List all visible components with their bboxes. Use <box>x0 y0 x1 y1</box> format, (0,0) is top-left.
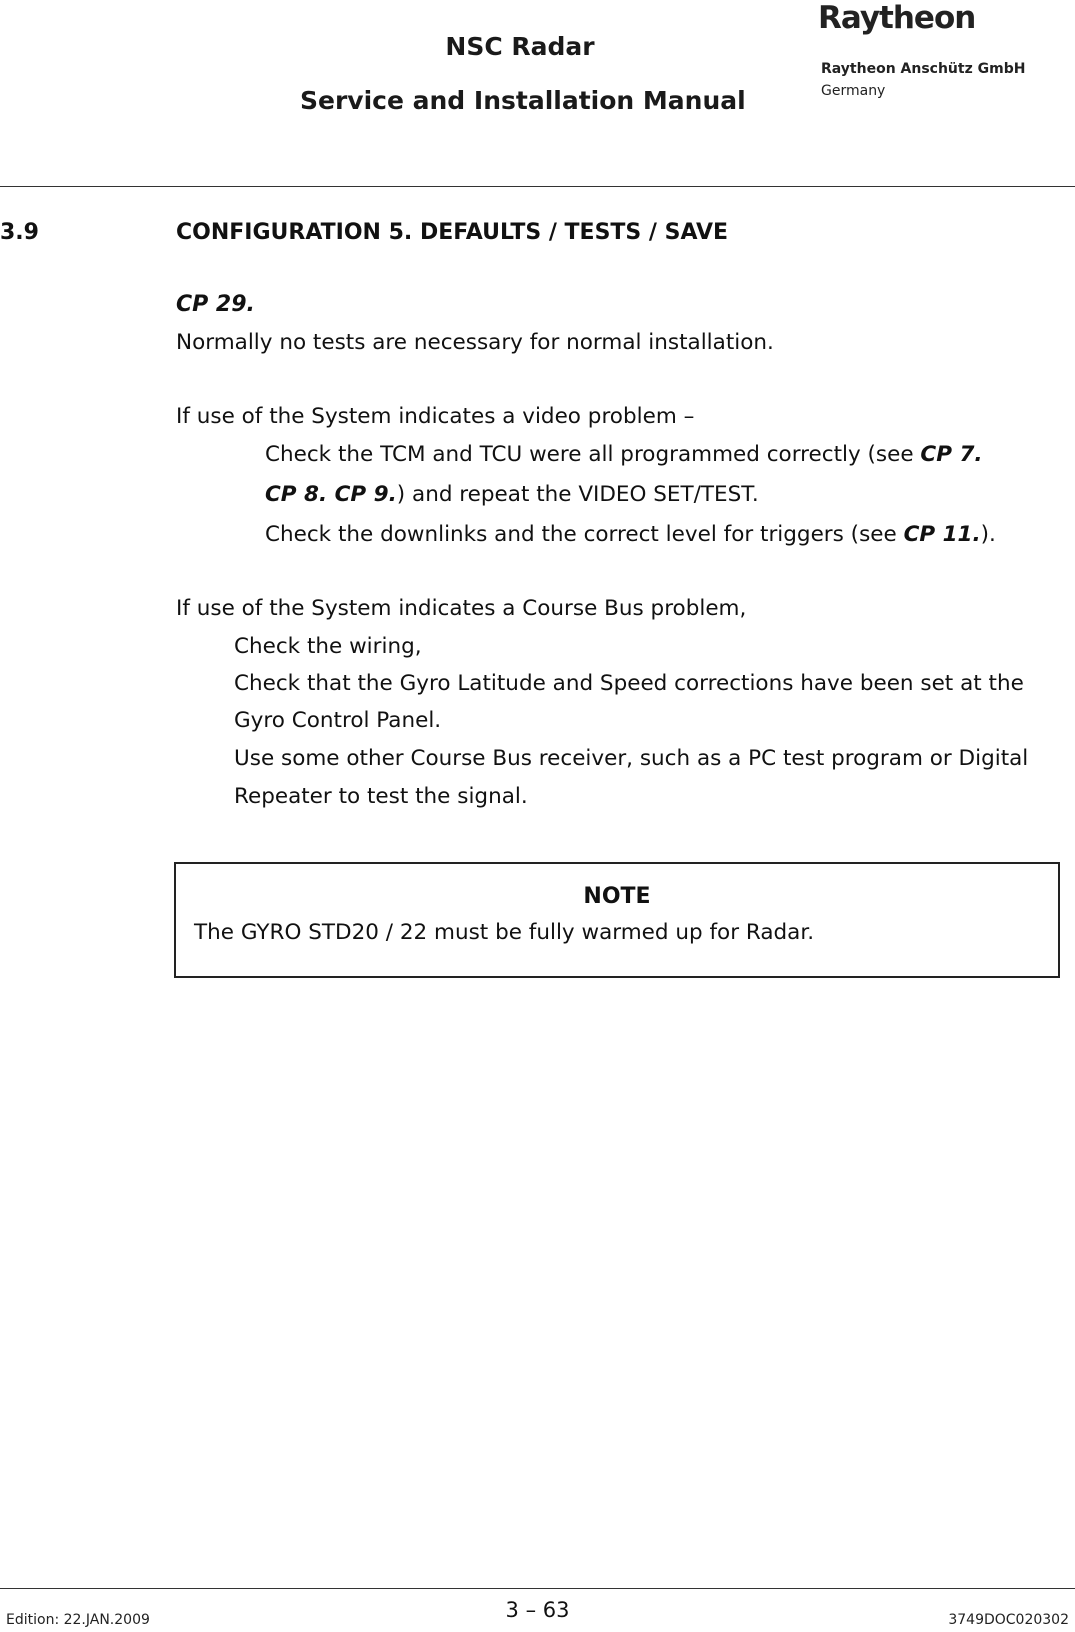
video-item-1-text: Check the TCM and TCU were all programmed correctly (see <box>265 442 921 467</box>
intro-text: Normally no tests are necessary for normal installation. <box>176 330 774 355</box>
video-lead: If use of the System indicates a video problem – <box>176 404 695 429</box>
cp-7-reference: CP 7. <box>920 442 983 467</box>
page-number: 3 – 63 <box>505 1598 570 1622</box>
footer-divider <box>0 1588 1075 1589</box>
raytheon-logo: Raytheon <box>818 0 976 36</box>
video-item-1-cont <box>265 482 759 507</box>
note-box <box>174 862 1060 978</box>
document-title: NSC Radar <box>445 32 595 61</box>
company-country: Germany <box>821 83 886 99</box>
note-text: The GYRO STD20 / 22 must be fully warmed up for Radar. <box>194 920 815 945</box>
video-item-2 <box>265 522 996 547</box>
course-item-1: Check the wiring, <box>234 634 422 659</box>
document-subtitle: Service and Installation Manual <box>300 86 746 115</box>
video-item-2-end: ). <box>980 522 996 547</box>
cp-8-9-reference: CP 8. CP 9. <box>265 482 397 507</box>
cp-heading: CP 29. <box>176 292 255 317</box>
course-item-3-cont: Repeater to test the signal. <box>234 784 528 809</box>
note-title: NOTE <box>583 884 651 909</box>
course-item-2: Check that the Gyro Latitude and Speed corrections have been set at the <box>234 671 1024 696</box>
course-item-3: Use some other Course Bus receiver, such as a PC test program or Digital <box>234 746 1029 771</box>
header-divider <box>0 186 1075 187</box>
course-item-2-cont: Gyro Control Panel. <box>234 708 442 733</box>
course-lead: If use of the System indicates a Course Bus problem, <box>176 596 747 621</box>
section-number: 3.9 <box>0 220 39 245</box>
video-item-1 <box>265 442 983 467</box>
video-item-2-text: Check the downlinks and the correct level for triggers (see <box>265 522 904 547</box>
edition-date: Edition: 22.JAN.2009 <box>6 1612 150 1628</box>
section-title: CONFIGURATION 5. DEFAULTS / TESTS / SAVE <box>176 220 729 245</box>
document-id: 3749DOC020302 <box>948 1612 1069 1628</box>
cp-11-reference: CP 11. <box>903 522 981 547</box>
company-name: Raytheon Anschütz GmbH <box>821 61 1026 77</box>
video-item-1-end: ) and repeat the VIDEO SET/TEST. <box>396 482 759 507</box>
